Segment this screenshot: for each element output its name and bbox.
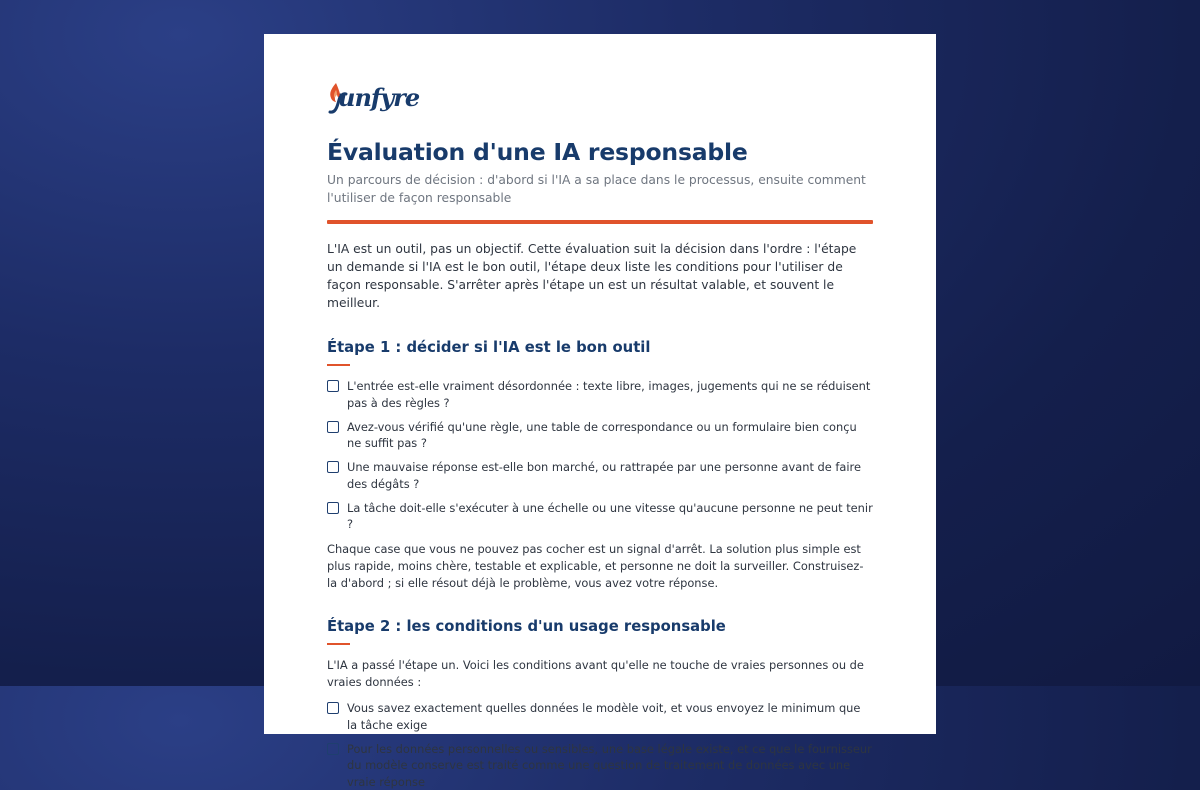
step2-intro: L'IA a passé l'étape un. Voici les conditions avant qu'elle ne touche de vraies personnes ou de vraies données : [327, 658, 864, 690]
checklist-item-label: La tâche doit-elle s'exécuter à une échelle ou une vitesse qu'aucune personne ne peut tenir ? [347, 500, 873, 532]
checkbox[interactable] [327, 380, 339, 392]
title-divider [327, 220, 873, 224]
step2-checklist [327, 700, 873, 790]
checklist-item-label: Avez-vous vérifié qu'une règle, une table de correspondance ou un formulaire bien conçu ne suffit pas ? [347, 419, 857, 451]
punfyre-logo-icon [327, 80, 423, 116]
checklist-item [327, 741, 873, 790]
checklist-item [327, 500, 873, 533]
checklist-item [327, 419, 873, 452]
checkbox[interactable] [327, 461, 339, 473]
document-page [264, 34, 936, 789]
step1-stop-note: Chaque case que vous ne pouvez pas cocher est un signal d'arrêt. La solution plus simple est plus rapide, moins chère, testable et explicable, et personne ne doit la surveiller. Construisez-la d'abord ; si elle résout déjà le problème, vous avez votre réponse. [327, 541, 864, 591]
checklist-item-label: Vous savez exactement quelles données le modèle voit, et vous envoyez le minimum que la tâche exige [347, 701, 861, 732]
checklist-item [327, 378, 873, 411]
step2-heading: Étape 2 : les conditions d'un usage responsable [327, 618, 726, 636]
checkbox[interactable] [327, 743, 339, 755]
page-title: Évaluation d'une IA responsable [327, 138, 748, 166]
svg-text:unfyre: unfyre [338, 83, 420, 112]
brand-logo [327, 80, 873, 116]
step1-heading: Étape 1 : décider si l'IA est le bon outil [327, 339, 651, 357]
page-subtitle: Un parcours de décision : d'abord si l'IA a sa place dans le processus, ensuite comment l'utiliser de façon responsable [327, 173, 866, 205]
step2-heading-accent [327, 643, 350, 645]
checkbox[interactable] [327, 421, 339, 433]
checkbox[interactable] [327, 702, 339, 714]
checklist-item-label: Pour les données personnelles ou sensibles, une base légale existe, et ce que le fournisseur du modèle conserve est traité comme une question de traitement de données avec une vraie réponse [347, 741, 872, 789]
step1-checklist [327, 378, 873, 533]
checklist-item-label: L'entrée est-elle vraiment désordonnée : texte libre, images, jugements qui ne se réduisent pas à des règles ? [347, 379, 871, 410]
checkbox[interactable] [327, 502, 339, 514]
checklist-item [327, 700, 873, 733]
intro-paragraph: L'IA est un outil, pas un objectif. Cette évaluation suit la décision dans l'ordre : l'étape un demande si l'IA est le bon outil, l'étape deux liste les conditions pour l'utiliser de façon responsable. S'arrêter après l'étape un est un résultat valable, et souvent le meilleur. [327, 242, 857, 311]
step1-heading-accent [327, 364, 350, 366]
checklist-item-label: Une mauvaise réponse est-elle bon marché, ou rattrapée par une personne avant de faire des dégâts ? [347, 460, 861, 491]
checklist-item [327, 459, 873, 492]
